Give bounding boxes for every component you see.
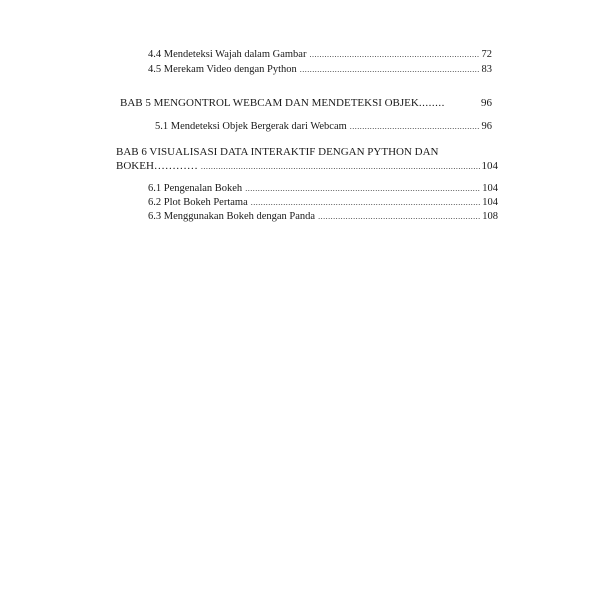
toc-entry-label: 6.3 Menggunakan Bokeh dengan Panda <box>148 211 316 222</box>
toc-entry-label: 4.5 Merekam Video dengan Python <box>148 64 297 75</box>
dot-leader <box>251 196 481 209</box>
chapter-title-line2: BOKEH………… <box>116 160 198 172</box>
toc-entry-page: 96 <box>481 121 492 132</box>
dot-leader <box>350 120 480 133</box>
toc-entry-6-1[interactable] <box>148 182 498 195</box>
toc-chapter-6[interactable] <box>116 160 498 173</box>
toc-entry-page: 83 <box>481 64 492 75</box>
toc-entry-label: 4.4 Mendeteksi Wajah dalam Gambar <box>148 49 307 60</box>
toc-entry-4-5[interactable] <box>148 63 492 76</box>
chapter-page: 96 <box>481 97 492 109</box>
toc-entry-page: 108 <box>482 211 498 222</box>
dot-leader <box>300 63 480 76</box>
toc-entry-6-2[interactable] <box>148 196 498 209</box>
dot-leader <box>318 210 480 223</box>
toc-entry-label: 5.1 Mendeteksi Objek Bergerak dari Webcam <box>155 121 347 132</box>
toc-entry-page: 104 <box>482 197 498 208</box>
toc-entry-label: 6.1 Pengenalan Bokeh <box>148 183 243 194</box>
toc-entry-5-1[interactable] <box>155 120 492 133</box>
chapter-page: 104 <box>481 160 498 172</box>
toc-entry-6-3[interactable] <box>148 210 498 223</box>
toc-entry-4-4[interactable] <box>148 48 492 61</box>
toc-entry-page: 104 <box>482 183 498 194</box>
toc-chapter-5[interactable] <box>120 97 492 110</box>
toc-entry-label: 6.2 Plot Bokeh Pertama <box>148 197 248 208</box>
dot-leader <box>309 48 479 61</box>
dot-leader <box>245 182 480 195</box>
toc-entry-page: 72 <box>481 49 492 60</box>
chapter-6-title-line1: BAB 6 VISUALISASI DATA INTERAKTIF DENGAN PYTHON DAN <box>116 146 439 158</box>
chapter-title: BAB 5 MENGONTROL WEBCAM DAN MENDETEKSI OBJEK <box>120 97 419 109</box>
chapter-trail: ........ <box>418 97 445 109</box>
dot-leader <box>201 160 480 173</box>
